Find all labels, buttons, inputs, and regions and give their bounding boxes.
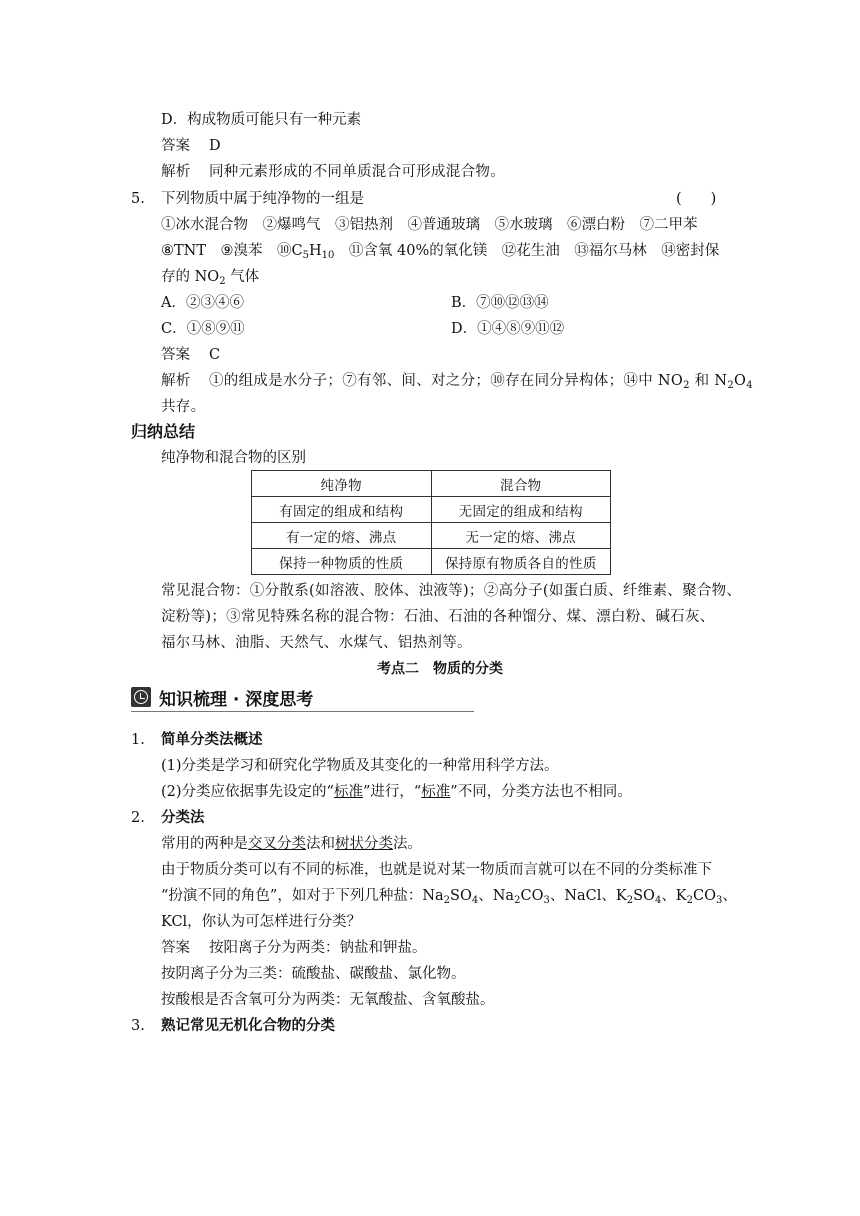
s2-paragraph-3	[161, 886, 737, 906]
analysis-text: 同种元素形成的不同单质混合可形成混合物。	[209, 164, 505, 180]
table-cell: 纯净物	[252, 471, 432, 497]
s1-point-1: (1)分类是学习和研究化学物质及其变化的一种常用科学方法。	[161, 758, 559, 774]
underlined-term: 标准	[421, 784, 451, 800]
table-cell: 混合物	[431, 471, 611, 497]
text-run: 、K	[661, 888, 687, 904]
subscript: 2	[686, 895, 694, 906]
q4-analysis	[161, 162, 505, 182]
subscript: 3	[716, 895, 723, 906]
q4-option-d: D．构成物质可能只有一种元素	[161, 112, 362, 128]
text-run: O	[734, 373, 747, 389]
text-run: ①的组成是水分子；⑦有邻、间、对之分；⑩存在同分异构体；⑭中 NO	[209, 373, 684, 389]
subscript: 2	[727, 380, 735, 391]
table-cell: 保持原有物质各自的性质	[431, 549, 611, 575]
text-run: “扮演不同的角色”，如对于下列几种盐：Na	[161, 888, 444, 904]
q5-option-b: B．⑦⑩⑫⑬⑭	[451, 295, 549, 311]
subscript: 4	[471, 895, 479, 906]
text-run: CO	[520, 888, 544, 904]
section-header	[131, 682, 474, 712]
text-run: 、Na	[478, 888, 515, 904]
s2-answer-1	[161, 938, 427, 958]
text-run: 法和	[306, 836, 335, 852]
mixtures-line-1: 常见混合物：①分散系(如溶液、胶体、浊液等)；②高分子(如蛋白质、纤维素、聚合物、	[161, 583, 742, 599]
underlined-term: 树状分类	[335, 836, 393, 852]
mixtures-line-3: 福尔马林、油脂、天然气、水煤气、铝热剂等。	[161, 635, 472, 651]
text-run: H	[309, 243, 322, 259]
text-run: CO	[693, 888, 717, 904]
subscript: 5	[302, 250, 309, 261]
subscript: 3	[543, 895, 550, 906]
subscript: 2	[443, 895, 451, 906]
q5-items-line-3	[161, 267, 259, 287]
text-run: ⑧TNT ⑨溴苯 ⑩C	[161, 243, 303, 259]
q5-answer-paren: ( )	[676, 191, 717, 207]
text-run: 、	[722, 888, 737, 904]
text-run: SO	[633, 888, 655, 904]
subscript: 4	[746, 380, 753, 391]
text-run: 、NaCl、K	[549, 888, 627, 904]
s2-number: 2.	[131, 810, 145, 826]
topic-two-title: 考点二 物质的分类	[377, 661, 503, 677]
subscript: 2	[626, 895, 634, 906]
table-header-row	[252, 471, 611, 497]
answer-text: 按阳离子分为两类：钠盐和钾盐。	[209, 940, 427, 956]
table-cell: 无固定的组成和结构	[431, 497, 611, 523]
subscript: 2	[219, 276, 226, 287]
analysis-label: 解析	[161, 373, 191, 389]
text-run: 常用的两种是	[161, 836, 248, 852]
q5-items-line-1: ①冰水混合物 ②爆鸣气 ③铝热剂 ④普通玻璃 ⑤水玻璃 ⑥漂白粉 ⑦二甲苯	[161, 217, 698, 233]
table-cell: 无一定的熔、沸点	[431, 523, 611, 549]
s1-number: 1.	[131, 732, 145, 748]
q5-analysis	[161, 371, 753, 391]
comparison-table	[251, 470, 611, 575]
s3-title: 熟记常见无机化合物的分类	[161, 1018, 335, 1034]
s2-answer-3: 按酸根是否含氧可分为两类：无氧酸盐、含氧酸盐。	[161, 992, 495, 1008]
q5-items-line-2	[161, 241, 719, 261]
text-run: 存的 NO	[161, 269, 220, 285]
q5-analysis-line-2: 共存。	[161, 399, 206, 415]
table-cell: 有固定的组成和结构	[252, 497, 432, 523]
subscript: 10	[321, 250, 335, 261]
text-run: ”不同，分类方法也不相同。	[450, 784, 632, 800]
q5-number: 5.	[131, 191, 145, 207]
s2-paragraph-1	[161, 834, 422, 854]
q5-answer	[161, 345, 220, 365]
subscript: 2	[514, 895, 521, 906]
table-cell: 有一定的熔、沸点	[252, 523, 432, 549]
s2-paragraph-4: KCl，你认为可怎样进行分类？	[161, 914, 362, 930]
text-run: 法。	[393, 836, 422, 852]
q5-option-a: A．②③④⑥	[161, 295, 244, 311]
table-row	[252, 497, 611, 523]
s1-point-2	[161, 782, 632, 802]
summary-intro: 纯净物和混合物的区别	[161, 450, 306, 466]
analysis-label: 解析	[161, 164, 191, 180]
text-run: ”进行，“	[362, 784, 422, 800]
q5-stem: 下列物质中属于纯净物的一组是	[161, 191, 364, 207]
underlined-term: 标准	[333, 784, 363, 800]
q4-answer	[161, 136, 221, 156]
answer-value: D	[209, 138, 221, 154]
table-cell: 保持一种物质的性质	[252, 549, 432, 575]
subscript: 4	[654, 895, 662, 906]
s2-answer-2: 按阴离子分为三类：硫酸盐、碳酸盐、氯化物。	[161, 966, 466, 982]
text-run: ⑪含氧 40%的氧化镁 ⑫花生油 ⑬福尔马林 ⑭密封保	[334, 243, 720, 259]
answer-value: C	[209, 347, 221, 363]
text-run: (2)分类应依据事先设定的“	[161, 784, 334, 800]
mixtures-line-2: 淀粉等)；③常见特殊名称的混合物：石油、石油的各种馏分、煤、漂白粉、碱石灰、	[161, 609, 715, 625]
s3-number: 3.	[131, 1018, 145, 1034]
answer-label: 答案	[161, 940, 190, 956]
table-row	[252, 523, 611, 549]
s1-title: 简单分类法概述	[161, 732, 263, 748]
q5-option-c: C．①⑧⑨⑪	[161, 321, 245, 337]
text-run: 气体	[225, 269, 260, 285]
answer-label: 答案	[161, 347, 190, 363]
text-run: SO	[450, 888, 472, 904]
text-run: 和 N	[689, 373, 728, 389]
subscript: 2	[683, 380, 690, 391]
table-row	[252, 549, 611, 575]
clock-icon	[131, 687, 151, 707]
s2-title: 分类法	[161, 810, 205, 826]
section-rule	[131, 711, 474, 712]
q5-option-d: D．①④⑧⑨⑪⑫	[451, 321, 565, 337]
s2-paragraph-2: 由于物质分类可以有不同的标准，也就是说对某一物质而言就可以在不同的分类标准下	[161, 862, 712, 878]
underlined-term: 交叉分类	[248, 836, 306, 852]
answer-label: 答案	[161, 138, 190, 154]
summary-heading: 归纳总结	[131, 422, 196, 441]
section-title: 知识梳理 · 深度思考	[159, 690, 314, 710]
